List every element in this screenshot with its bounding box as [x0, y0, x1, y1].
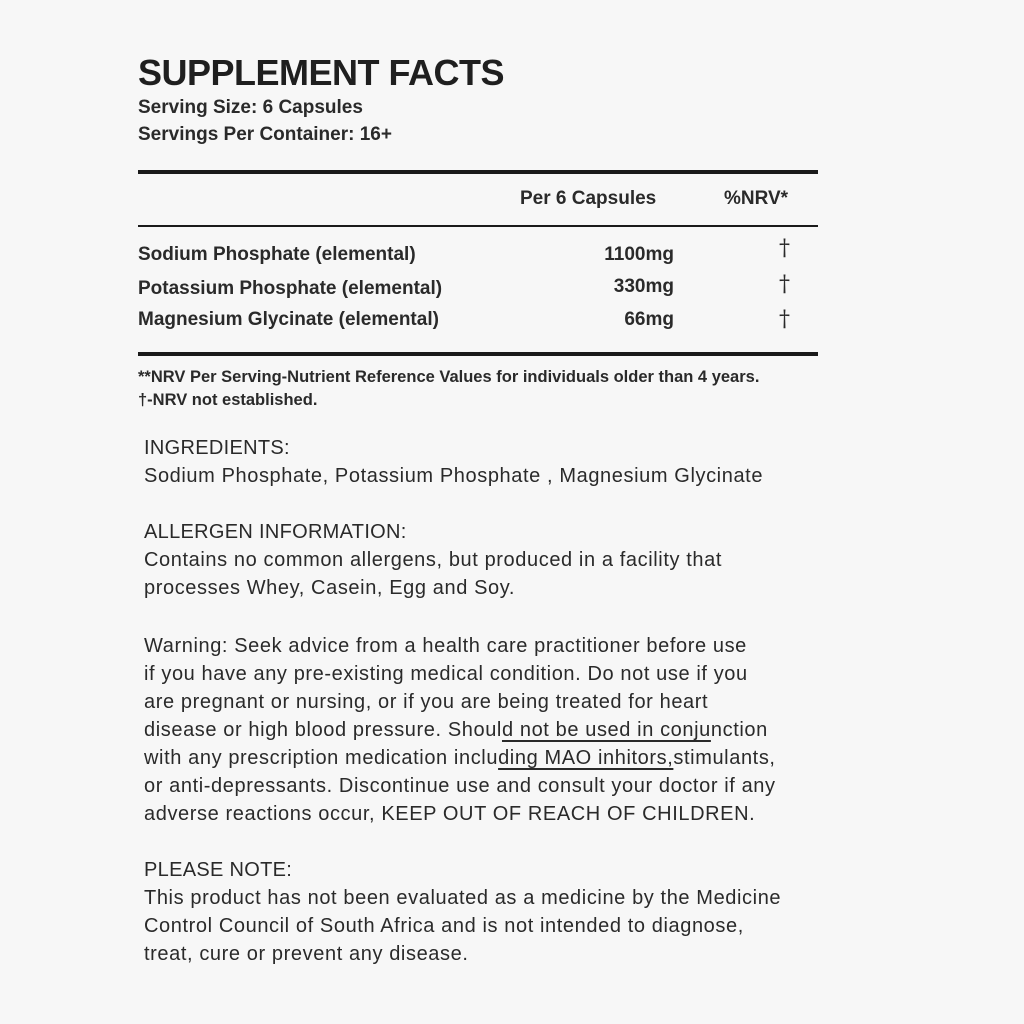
note-line: treat, cure or prevent any disease. — [144, 943, 469, 965]
nutrient-nrv: † — [779, 272, 790, 297]
nutrient-amount: 330mg — [613, 276, 674, 297]
warning-line — [144, 716, 904, 744]
nrv-footnote: **NRV Per Serving-Nutrient Reference Values for individuals older than 4 years. — [138, 368, 760, 386]
warning-text: with any prescription medication inclu — [144, 747, 499, 769]
bottom-divider — [138, 352, 818, 356]
nutrient-row — [138, 236, 818, 274]
warning-section — [144, 632, 904, 828]
allergen-line: Contains no common allergens, but produced in a facility that — [144, 549, 723, 571]
facts-title: SUPPLEMENT FACTS — [138, 52, 505, 93]
nutrient-amount: 66mg — [624, 309, 674, 330]
top-divider — [138, 170, 818, 174]
note-line: Control Council of South Africa and is not intended to diagnose, — [144, 915, 744, 937]
nutrient-row — [138, 309, 818, 339]
warning-text: disease or high blood pressure. Shoul — [144, 719, 502, 741]
note-line: This product has not been evaluated as a medicine by the Medicine — [144, 887, 782, 909]
warning-line: if you have any pre-existing medical condition. Do not use if you — [144, 663, 748, 685]
nutrient-name: Sodium Phosphate (elemental) — [138, 244, 416, 265]
warning-text: stimulants, — [673, 747, 776, 769]
warning-line — [144, 744, 904, 772]
warning-underlined-text: ding MAO inhitors, — [498, 747, 674, 769]
nutrient-name: Magnesium Glycinate (elemental) — [138, 309, 439, 330]
supplement-facts-header — [138, 52, 818, 148]
ingredients-text: Sodium Phosphate, Potassium Phosphate , Magnesium Glycinate — [144, 465, 764, 487]
warning-line: Warning: Seek advice from a health care practitioner before use — [144, 635, 747, 657]
serving-size: Serving Size: 6 Capsules — [138, 97, 363, 118]
nutrient-name: Potassium Phosphate (elemental) — [138, 278, 443, 299]
warning-underlined-text: d not be used in conju — [501, 719, 711, 741]
nutrient-amount: 1100mg — [604, 244, 674, 265]
warning-text: nction — [710, 719, 768, 741]
please-note-heading: PLEASE NOTE: — [144, 859, 293, 881]
nutrient-nrv: † — [779, 307, 790, 332]
allergen-line: processes Whey, Casein, Egg and Soy. — [144, 577, 516, 599]
nutrient-nrv: † — [779, 236, 790, 261]
ingredients-section — [144, 434, 904, 490]
column-header-amount: Per 6 Capsules — [520, 188, 657, 209]
please-note-section — [144, 856, 904, 968]
header-divider — [138, 225, 818, 227]
servings-per-container: Servings Per Container: 16+ — [138, 124, 392, 145]
warning-line: or anti-depressants. Discontinue use and consult your doctor if any — [144, 775, 776, 797]
nrv-not-established-note: †-NRV not established. — [138, 391, 318, 409]
allergen-section — [144, 518, 904, 602]
nutrient-row — [138, 272, 818, 308]
warning-line: are pregnant or nursing, or if you are being treated for heart — [144, 691, 709, 713]
allergen-heading: ALLERGEN INFORMATION: — [144, 521, 407, 543]
ingredients-heading: INGREDIENTS: — [144, 437, 290, 459]
column-header-nrv: %NRV* — [724, 188, 789, 209]
warning-line: adverse reactions occur, KEEP OUT OF REACH OF CHILDREN. — [144, 803, 756, 825]
